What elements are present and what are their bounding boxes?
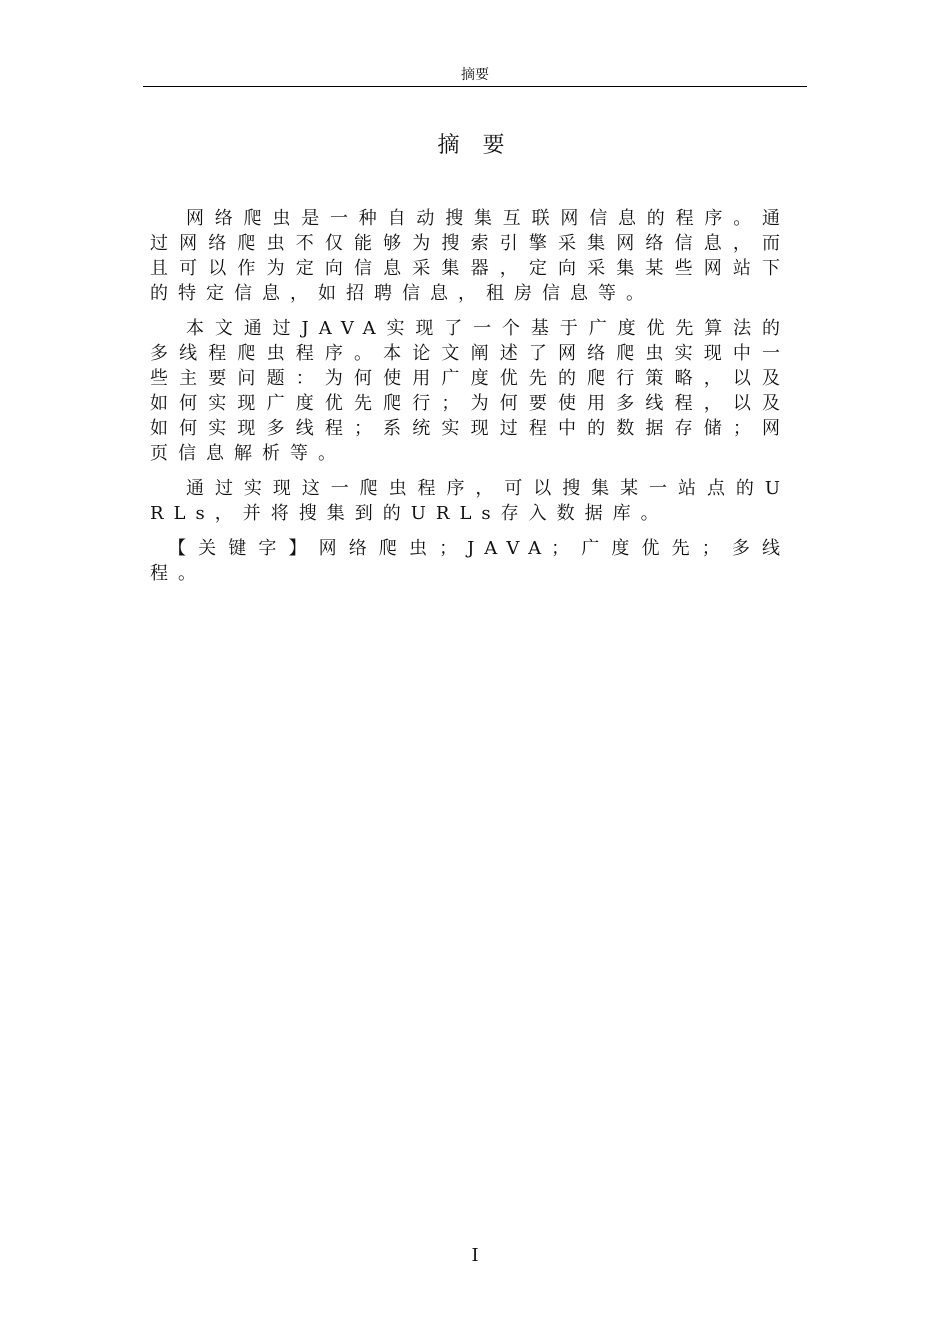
abstract-paragraph-3: 通过实现这一爬虫程序，可以搜集某一站点的URLs，并将搜集到的URLs存入数据库。 bbox=[150, 478, 790, 524]
running-header: 摘要 bbox=[461, 67, 489, 83]
abstract-body bbox=[150, 206, 790, 596]
page-number: I bbox=[471, 1245, 479, 1266]
abstract-paragraph-2: 本文通过JAVA实现了一个基于广度优先算法的多线程爬虫程序。本论文阐述了网络爬虫实现中一些主要问题：为何使用广度优先的爬行策略，以及如何实现广度优先爬行；为何要使用多线程，以及如何实现多线程；系统实现过程中的数据存储；网页信息解析等。 bbox=[150, 318, 790, 464]
page-title: 摘 要 bbox=[437, 133, 513, 158]
keywords-paragraph: 【关键字】网络爬虫；JAVA；广度优先；多线程。 bbox=[150, 538, 790, 584]
header-divider bbox=[143, 86, 807, 87]
abstract-paragraph-1: 网络爬虫是一种自动搜集互联网信息的程序。通过网络爬虫不仅能够为搜索引擎采集网络信息，而且可以作为定向信息采集器，定向采集某些网站下的特定信息，如招聘信息，租房信息等。 bbox=[150, 208, 790, 304]
